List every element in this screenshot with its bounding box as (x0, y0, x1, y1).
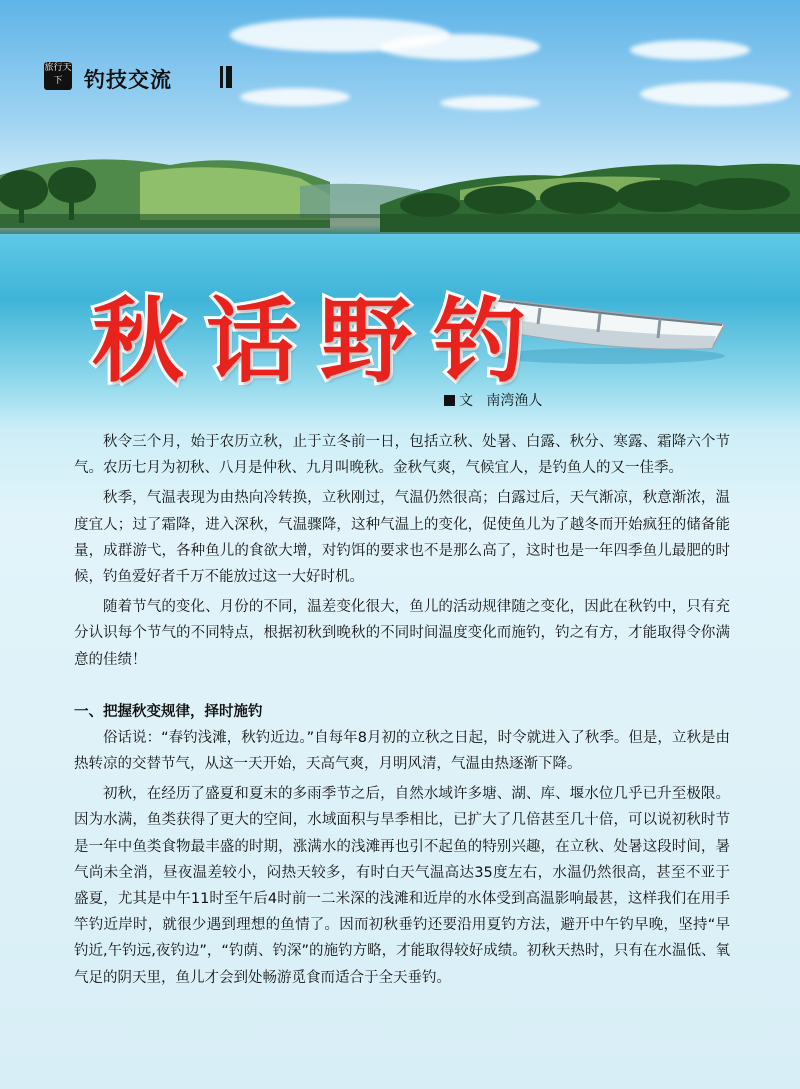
paragraph: 秋季，气温表现为由热向冷转换，立秋刚过，气温仍然很高；白露过后，天气渐凉，秋意渐浓，温度宜人；过了霜降，进入深秋，气温骤降，这种气温上的变化，促使鱼儿为了越冬而开始疯狂的储备能量，成群游弋，各种鱼儿的食欲大增，对钓饵的要求也不是那么高了，这时也是一年四季鱼儿最肥的时候，钓鱼爱好者千万不能放过这一大好时机。 (74, 490, 730, 586)
article-body (74, 429, 730, 991)
magazine-logo: 旅行天下 (44, 62, 72, 90)
byline-author: 南湾渔人 (486, 393, 543, 409)
paragraph: 初秋，在经历了盛夏和夏末的多雨季节之后，自然水域许多塘、湖、库、堰水位几乎已升至极限。因为水满，鱼类获得了更大的空间，水域面积与旱季相比，已扩大了几倍甚至几十倍，可以说初秋时节是一年中鱼类食物最丰盛的时期，涨满水的浅滩再也引不起鱼的特别兴趣，在立秋、处暑这段时间，暑气尚未全消，昼夜温差较小，闷热天较多，有时白天气温高达35度左右，水温仍然很高，甚至不亚于盛夏，尤其是中午11时至午后4时前一二米深的浅滩和近岸的水体受到高温影响最甚，这样我们在用手竿钓近岸时，就很少遇到理想的鱼情了。因而初秋垂钓还要沿用夏钓方法，避开中午钓早晚，坚持“早钓近,午钓远,夜钓边”，“钓荫、钓深”的施钓方略，才能取得较好成绩。初秋天热时，只有在水温低、氧气足的阴天里，鱼儿才会到处畅游觅食而适合于全天垂钓。 (74, 786, 730, 986)
byline (444, 390, 542, 410)
section-divider (226, 66, 232, 88)
section-name: 钓技交流 (84, 68, 172, 92)
byline-square-icon (444, 395, 455, 406)
landscape-illustration (0, 0, 800, 260)
section-divider (220, 66, 223, 88)
section-heading: 一、把握秋变规律，择时施钓 (74, 703, 263, 720)
byline-prefix: 文 (459, 393, 473, 409)
paragraph: 俗话说：“春钓浅滩，秋钓近边。”自每年8月初的立秋之日起，时令就进入了秋季。但是，立秋是由热转凉的交替节气，从这一天开始，天高气爽，月明风清，气温由热逐渐下降。 (74, 729, 730, 773)
paragraph: 随着节气的变化、月份的不同，温差变化很大，鱼儿的活动规律随之变化，因此在秋钓中，只有充分认识每个节气的不同特点，根据初秋到晚秋的不同时间温度变化而施钓，钓之有方，才能取得令你满意的佳绩！ (74, 599, 730, 668)
paragraph: 秋令三个月，始于农历立秋，止于立冬前一日，包括立秋、处暑、白露、秋分、寒露、霜降六个节气。农历七月为初秋、八月是仲秋、九月叫晚秋。金秋气爽，气候宜人，是钓鱼人的又一佳季。 (74, 434, 730, 477)
article-title: 秋话野钓 (92, 288, 549, 395)
